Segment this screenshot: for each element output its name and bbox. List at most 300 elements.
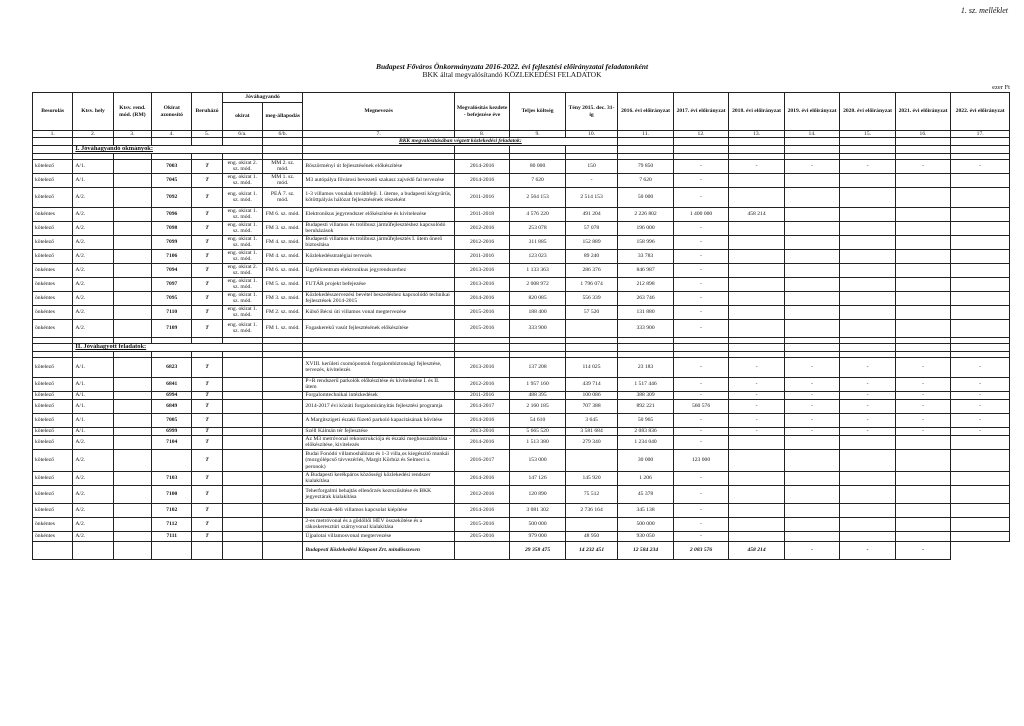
table-cell: 345 138 — [618, 503, 674, 517]
table-cell: 50 000 — [618, 187, 674, 207]
table-cell: 2014-2016 — [454, 291, 510, 305]
row-description: 1-3 villamos vonalak továbbfejl. I. üteme, a budapesti körgyűrűs, kötöttpályás hálózat fejlesztésének részeként — [303, 187, 454, 207]
table-cell — [895, 187, 951, 207]
table-cell: önkéntes — [33, 291, 73, 305]
table-cell — [951, 449, 1010, 471]
table-cell — [729, 319, 785, 337]
row-description: Budapesti villamos és trolibusz járműfejlesztés I. ütem önerő biztosítása — [303, 235, 454, 249]
table-row — [33, 357, 1010, 377]
table-cell: 6999 — [152, 427, 192, 435]
table-cell: T — [192, 187, 222, 207]
table-cell: A/1. — [73, 159, 113, 173]
empty-cell — [565, 343, 617, 351]
table-cell: - — [951, 357, 1010, 377]
table-cell: A/2. — [73, 435, 113, 449]
table-cell: önkéntes — [33, 319, 73, 337]
table-cell: T — [192, 159, 222, 173]
table-cell: A/2. — [73, 503, 113, 517]
table-cell: 7094 — [152, 263, 192, 277]
table-cell — [951, 187, 1010, 207]
table-cell: 253 078 — [510, 221, 566, 235]
table-cell — [895, 249, 951, 263]
table-cell: 2014-2016 — [454, 435, 510, 449]
table-cell: kötelező — [33, 173, 73, 187]
table-cell: T — [192, 357, 222, 377]
table-cell — [729, 435, 785, 449]
table-cell — [951, 305, 1010, 319]
table-cell — [840, 517, 896, 531]
table-cell: 7106 — [152, 249, 192, 263]
header-teljes-koltseg: Teljes költség — [510, 93, 566, 131]
table-cell: 2 083 836 — [618, 427, 674, 435]
table-cell: - — [673, 235, 729, 249]
table-cell: T — [192, 413, 222, 427]
table-cell: T — [192, 173, 222, 187]
table-cell — [784, 187, 840, 207]
table-cell: 2 736 164 — [565, 503, 617, 517]
table-cell: - — [729, 357, 785, 377]
table-cell: 89 240 — [565, 249, 617, 263]
table-cell — [113, 503, 151, 517]
table-cell: 188 400 — [510, 305, 566, 319]
table-cell — [263, 485, 303, 503]
table-cell: - — [673, 221, 729, 235]
table-cell — [895, 503, 951, 517]
empty-cell — [510, 343, 566, 351]
table-cell — [895, 471, 951, 485]
table-cell: T — [192, 235, 222, 249]
table-cell: 311 885 — [510, 235, 566, 249]
empty-cell — [510, 145, 566, 153]
table-cell — [895, 517, 951, 531]
table-cell: - — [673, 485, 729, 503]
table-cell: 7099 — [152, 235, 192, 249]
table-cell: FM 4. sz. mód. — [263, 235, 303, 249]
table-cell: eng. okirat 1. sz. mód. — [222, 187, 262, 207]
table-cell: A/2. — [73, 517, 113, 531]
table-cell: 7003 — [152, 159, 192, 173]
header-jovahagyando: Jóváhagyandó — [222, 93, 303, 103]
table-cell — [895, 305, 951, 319]
table-cell: kötelező — [33, 187, 73, 207]
table-cell — [222, 399, 262, 413]
empty-cell — [951, 343, 1010, 351]
table-cell — [113, 435, 151, 449]
table-cell: 500 000 — [510, 517, 566, 531]
table-cell — [729, 187, 785, 207]
table-cell: - — [673, 531, 729, 541]
table-cell — [840, 277, 896, 291]
table-cell: - — [840, 391, 896, 399]
table-cell — [729, 485, 785, 503]
empty-cell — [263, 343, 303, 351]
table-cell — [840, 449, 896, 471]
table-cell: - — [895, 391, 951, 399]
table-cell — [784, 485, 840, 503]
table-row — [33, 485, 1010, 503]
table-cell: T — [192, 399, 222, 413]
table-cell: 30 000 — [618, 449, 674, 471]
table-cell — [951, 517, 1010, 531]
table-cell: - — [673, 391, 729, 399]
empty-cell — [454, 541, 510, 559]
table-cell: 7102 — [152, 503, 192, 517]
table-cell: 6823 — [152, 357, 192, 377]
table-cell — [113, 263, 151, 277]
table-cell: - — [840, 159, 896, 173]
empty-cell — [263, 138, 303, 145]
table-cell: T — [192, 449, 222, 471]
table-cell: 2012-2016 — [454, 377, 510, 391]
empty-cell — [263, 541, 303, 559]
table-cell — [113, 159, 151, 173]
table-cell: A/1. — [73, 413, 113, 427]
caption-row — [33, 138, 1010, 145]
table-cell — [263, 377, 303, 391]
table-cell: 488 395 — [510, 391, 566, 399]
table-cell — [263, 471, 303, 485]
table-cell: 279 340 — [565, 435, 617, 449]
table-cell: 80 000 — [510, 159, 566, 173]
table-cell: 2 160 185 — [510, 399, 566, 413]
table-cell: T — [192, 221, 222, 235]
table-row — [33, 291, 1010, 305]
table-cell: önkéntes — [33, 305, 73, 319]
table-cell: kötelező — [33, 391, 73, 399]
empty-cell — [673, 343, 729, 351]
empty-cell — [192, 541, 222, 559]
table-cell — [263, 413, 303, 427]
empty-cell — [618, 145, 674, 153]
table-cell: - — [673, 159, 729, 173]
table-cell — [565, 449, 617, 471]
row-description: Budai Fonódó villamoshálózat és 1-3 villa,os kiegészítő munkái (mozgólépcső távvezérlés, Margit Körhúz és Selmeci u. peronok) — [303, 449, 454, 471]
table-cell: - — [895, 377, 951, 391]
table-cell — [784, 277, 840, 291]
table-cell: - — [840, 357, 896, 377]
table-cell: 491 204 — [565, 207, 617, 221]
table-cell: 2015-2016 — [454, 319, 510, 337]
table-cell: T — [192, 471, 222, 485]
empty-cell — [618, 343, 674, 351]
table-cell — [729, 263, 785, 277]
empty-cell — [33, 343, 73, 351]
table-cell: 33 783 — [618, 249, 674, 263]
total-value: 29 358 475 — [510, 541, 566, 559]
table-cell: 7111 — [152, 531, 192, 541]
table-cell: - — [729, 159, 785, 173]
table-cell — [895, 277, 951, 291]
table-cell — [222, 531, 262, 541]
row-description: Budai észak-déli villamos kapcsolat kiépítése — [303, 503, 454, 517]
table-row — [33, 159, 1010, 173]
table-row — [33, 377, 1010, 391]
table-cell: A/2. — [73, 263, 113, 277]
table-cell: 707 388 — [565, 399, 617, 413]
table-cell: - — [840, 377, 896, 391]
table-cell: 2014-2017 — [454, 399, 510, 413]
table-cell: - — [729, 399, 785, 413]
table-cell: T — [192, 517, 222, 531]
row-description: Ügyfélcentrum elektronikus jegyrendszerhez — [303, 263, 454, 277]
table-cell — [784, 503, 840, 517]
table-cell — [263, 517, 303, 531]
table-cell — [222, 471, 262, 485]
table-cell — [222, 377, 262, 391]
table-cell: - — [673, 305, 729, 319]
table-cell: - — [784, 427, 840, 435]
table-cell: 333 900 — [510, 319, 566, 337]
table-cell: 150 — [565, 159, 617, 173]
table-cell — [951, 249, 1010, 263]
table-cell: - — [951, 413, 1010, 427]
empty-cell — [222, 541, 262, 559]
table-cell: 2 564 153 — [510, 187, 566, 207]
header-okirat-azonosito: Okirat azonosító — [152, 93, 192, 131]
table-cell — [895, 291, 951, 305]
table-cell: T — [192, 531, 222, 541]
table-row — [33, 235, 1010, 249]
table-cell — [222, 517, 262, 531]
table-cell — [784, 291, 840, 305]
table-cell — [895, 449, 951, 471]
table-cell — [113, 319, 151, 337]
table-cell: A/2. — [73, 235, 113, 249]
table-cell — [784, 435, 840, 449]
table-cell: - — [895, 413, 951, 427]
row-description: A Budapesti kerékpáros közösségi közlekedési rendszer kialakítása — [303, 471, 454, 485]
column-number: 2. — [73, 131, 113, 138]
table-cell — [565, 517, 617, 531]
table-cell — [729, 471, 785, 485]
table-cell: 6849 — [152, 399, 192, 413]
table-cell — [729, 517, 785, 531]
table-cell — [113, 249, 151, 263]
empty-cell — [33, 145, 73, 153]
table-cell: FM 1. sz. mód. — [263, 319, 303, 337]
table-cell: - — [673, 471, 729, 485]
table-cell: kötelező — [33, 471, 73, 485]
table-cell: 388 309 — [618, 391, 674, 399]
table-cell — [113, 187, 151, 207]
empty-cell — [895, 145, 951, 153]
table-cell: A/1. — [73, 357, 113, 377]
table-cell — [729, 221, 785, 235]
table-cell: - — [673, 173, 729, 187]
table-cell: 48 950 — [565, 531, 617, 541]
table-cell: 2013-2016 — [454, 357, 510, 377]
table-cell: T — [192, 263, 222, 277]
table-cell — [729, 235, 785, 249]
table-cell — [951, 207, 1010, 221]
table-cell: 1 957 160 — [510, 377, 566, 391]
table-cell: 7092 — [152, 187, 192, 207]
table-cell: - — [729, 427, 785, 435]
table-cell: 7005 — [152, 413, 192, 427]
table-cell: A/1. — [73, 427, 113, 435]
empty-cell — [33, 138, 73, 145]
table-cell — [113, 173, 151, 187]
table-cell: - — [951, 427, 1010, 435]
row-description: 2014-2017 évi közúti forgalomirányítás fejlesztési programja — [303, 399, 454, 413]
table-row — [33, 399, 1010, 413]
table-cell: önkéntes — [33, 263, 73, 277]
table-cell — [895, 319, 951, 337]
table-cell: A/1. — [73, 399, 113, 413]
table-cell — [951, 435, 1010, 449]
table-row — [33, 391, 1010, 399]
table-cell — [895, 221, 951, 235]
total-value: - — [895, 541, 951, 559]
table-cell — [113, 517, 151, 531]
table-cell — [840, 221, 896, 235]
header-teny: Tény 2015. dec. 31-ig — [565, 93, 617, 131]
table-cell: kötelező — [33, 485, 73, 503]
table-cell — [152, 449, 192, 471]
table-cell: 2014-2016 — [454, 471, 510, 485]
table-cell — [113, 235, 151, 249]
table-cell: 3 081 302 — [510, 503, 566, 517]
table-cell: eng. okirat 2. sz. mód. — [222, 159, 262, 173]
table-cell: kötelező — [33, 249, 73, 263]
table-cell: - — [895, 399, 951, 413]
table-cell: - — [784, 413, 840, 427]
table-cell — [113, 277, 151, 291]
table-cell: eng. okirat 1. sz. mód. — [222, 291, 262, 305]
table-cell: 263 746 — [618, 291, 674, 305]
empty-cell — [951, 138, 1010, 145]
table-cell: kötelező — [33, 377, 73, 391]
table-cell — [840, 187, 896, 207]
table-cell: T — [192, 249, 222, 263]
table-cell: T — [192, 427, 222, 435]
column-number: 14. — [784, 131, 840, 138]
table-cell — [729, 249, 785, 263]
column-number-row — [33, 131, 1010, 138]
table-cell: eng. okirat 1. sz. mód. — [222, 173, 262, 187]
table-cell — [951, 263, 1010, 277]
row-description: Közlekedésszervezési bevétel beszedéshez kapcsolódó technikai fejlesztések 2014-2015 — [303, 291, 454, 305]
table-cell — [951, 503, 1010, 517]
table-cell — [840, 235, 896, 249]
table-cell: 2016-2017 — [454, 449, 510, 471]
table-row — [33, 319, 1010, 337]
empty-cell — [565, 145, 617, 153]
table-row — [33, 427, 1010, 435]
table-cell: T — [192, 291, 222, 305]
table-cell: kötelező — [33, 159, 73, 173]
table-cell: A/2. — [73, 249, 113, 263]
table-cell — [113, 305, 151, 319]
table-cell: - — [673, 249, 729, 263]
table-cell — [729, 305, 785, 319]
empty-cell — [263, 145, 303, 153]
table-cell — [222, 391, 262, 399]
table-cell: eng. okirat 1. sz. mód. — [222, 249, 262, 263]
column-number: 3. — [113, 131, 151, 138]
empty-cell — [951, 145, 1010, 153]
table-cell: 892 221 — [618, 399, 674, 413]
table-cell — [840, 263, 896, 277]
table-cell — [729, 531, 785, 541]
total-value: - — [784, 541, 840, 559]
table-cell — [951, 531, 1010, 541]
table-cell: A/2. — [73, 449, 113, 471]
table-cell: 2012-2016 — [454, 221, 510, 235]
table-cell — [113, 221, 151, 235]
table-cell: 1 133 363 — [510, 263, 566, 277]
row-description: A Margitszigeti északi füzető parkoló kapacitásának bővítése — [303, 413, 454, 427]
table-cell — [784, 249, 840, 263]
section-title: I. Jóváhagyandó okmányok: — [73, 145, 263, 153]
table-cell: 7109 — [152, 319, 192, 337]
table-cell: 2011-2018 — [454, 207, 510, 221]
table-cell — [784, 471, 840, 485]
table-cell: kötelező — [33, 427, 73, 435]
total-row — [33, 541, 1010, 559]
table-cell: önkéntes — [33, 517, 73, 531]
table-cell — [263, 391, 303, 399]
table-cell: 7112 — [152, 517, 192, 531]
table-row — [33, 221, 1010, 235]
column-number: 12. — [673, 131, 729, 138]
row-description: Budapesti villamos és trolibusz járműfejlesztéshez kapcsolódó beruházások — [303, 221, 454, 235]
table-cell: 2014-2016 — [454, 159, 510, 173]
table-cell — [840, 531, 896, 541]
table-cell: 3 581 684 — [565, 427, 617, 435]
table-cell: MM 1. sz. mód. — [263, 173, 303, 187]
column-number: 16. — [895, 131, 951, 138]
table-cell: - — [729, 391, 785, 399]
table-cell: - — [673, 291, 729, 305]
table-cell: 458 214 — [729, 207, 785, 221]
empty-cell — [729, 343, 785, 351]
table-cell — [951, 319, 1010, 337]
table-cell — [222, 427, 262, 435]
row-description: Széll Kálmán tér fejlesztése — [303, 427, 454, 435]
table-cell — [113, 377, 151, 391]
table-cell — [840, 503, 896, 517]
table-cell: 2013-2016 — [454, 427, 510, 435]
column-number: 11. — [618, 131, 674, 138]
table-cell: - — [895, 427, 951, 435]
table-cell: - — [951, 391, 1010, 399]
table-cell: 1 796 074 — [565, 277, 617, 291]
table-cell: FM 2. sz. mód. — [263, 305, 303, 319]
table-cell — [951, 485, 1010, 503]
table-cell — [222, 413, 262, 427]
empty-cell — [454, 145, 510, 153]
table-cell: 1 400 000 — [673, 207, 729, 221]
table-cell — [784, 173, 840, 187]
table-cell: kötelező — [33, 413, 73, 427]
total-value: 2 083 576 — [673, 541, 729, 559]
table-cell: - — [895, 357, 951, 377]
total-value: 12 584 234 — [618, 541, 674, 559]
table-cell: 120 890 — [510, 485, 566, 503]
table-cell: 2014-2016 — [454, 173, 510, 187]
table-cell — [113, 449, 151, 471]
table-cell — [840, 207, 896, 221]
table-cell: - — [673, 413, 729, 427]
table-cell: 2015-2016 — [454, 305, 510, 319]
table-cell: 7095 — [152, 291, 192, 305]
table-cell — [113, 427, 151, 435]
table-cell: 7104 — [152, 435, 192, 449]
empty-cell — [33, 541, 73, 559]
table-cell: - — [784, 377, 840, 391]
table-cell: FM 6. sz. mód. — [263, 207, 303, 221]
